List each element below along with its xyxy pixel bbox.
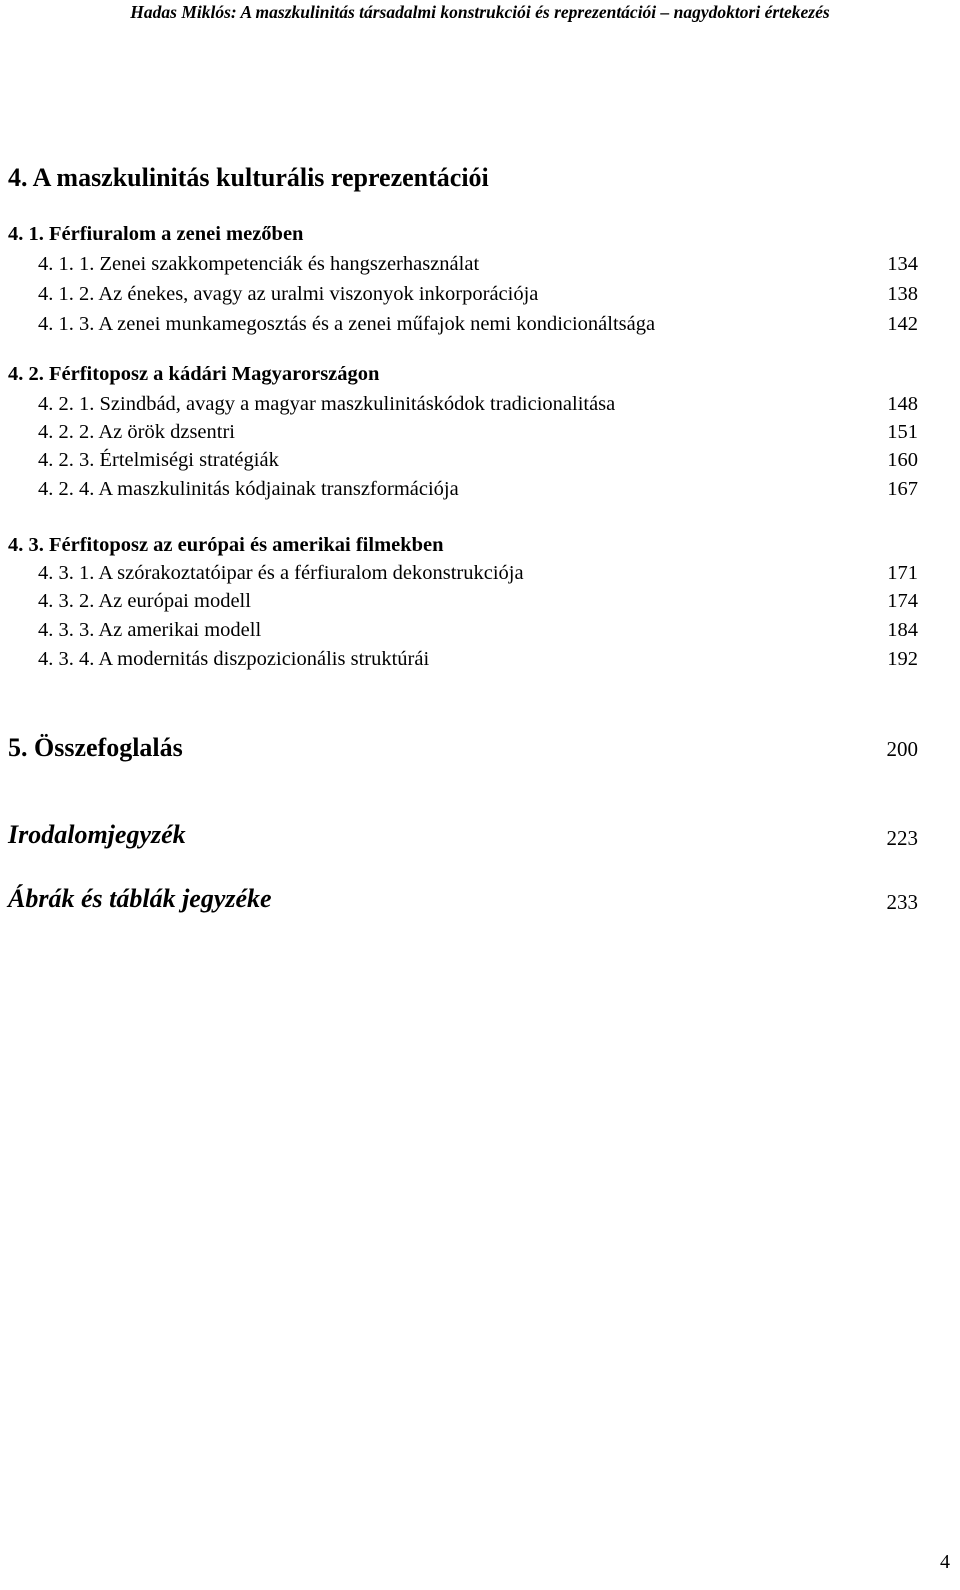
summary-page: 200 — [886, 737, 918, 761]
summary-title: 5. Összefoglalás — [8, 733, 183, 762]
toc-entry-page: 160 — [887, 449, 918, 471]
toc-entry-page: 167 — [887, 478, 918, 500]
toc-entry-text: 4. 3. 3. Az amerikai modell — [38, 619, 262, 641]
toc-entry-text: 4. 2. 1. Szindbád, avagy a magyar maszkulinitáskódok tradicionalitása — [38, 393, 616, 415]
toc-entry-text: 4. 1. 1. Zenei szakkompetenciák és hangszerhasználat — [38, 253, 480, 275]
toc-entry-text: 4. 2. 2. Az örök dzsentri — [38, 421, 235, 443]
toc-entry-text: 4. 3. 1. A szórakoztatóipar és a férfiuralom dekonstrukciója — [38, 562, 524, 584]
bibliography-title: Irodalomjegyzék — [8, 820, 186, 849]
section-title: 4. 3. Férfitoposz az európai és amerikai filmekben — [8, 534, 444, 556]
toc-entry-page: 174 — [887, 590, 918, 612]
running-header: Hadas Miklós: A maszkulinitás társadalmi konstrukciói és reprezentációi – nagydoktori értekezés — [130, 2, 830, 22]
toc-entry-page: 148 — [887, 393, 918, 415]
toc-entry-page: 138 — [887, 283, 918, 305]
bibliography-page: 223 — [886, 826, 918, 850]
toc-entry-text: 4. 3. 4. A modernitás diszpozicionális struktúrái — [38, 648, 430, 670]
chapter-title: 4. A maszkulinitás kulturális reprezentációi — [8, 163, 489, 192]
toc-entry-text: 4. 1. 3. A zenei munkamegosztás és a zenei műfajok nemi kondicionáltsága — [38, 313, 656, 335]
section-title: 4. 1. Férfiuralom a zenei mezőben — [8, 223, 304, 245]
toc-entry-text: 4. 2. 3. Értelmiségi stratégiák — [38, 449, 279, 471]
toc-entry-page: 171 — [887, 562, 918, 584]
toc-entry-page: 192 — [887, 648, 918, 670]
toc-entry-text: 4. 3. 2. Az európai modell — [38, 590, 251, 612]
page-number: 4 — [940, 1551, 950, 1573]
toc-entry-text: 4. 2. 4. A maszkulinitás kódjainak transzformációja — [38, 478, 459, 500]
toc-entry-page: 142 — [887, 313, 918, 335]
toc-entry-page: 151 — [887, 421, 918, 443]
toc-entry-page: 184 — [887, 619, 918, 641]
figures-page: 233 — [886, 890, 918, 914]
toc-entry-text: 4. 1. 2. Az énekes, avagy az uralmi viszonyok inkorporációja — [38, 283, 539, 305]
section-title: 4. 2. Férfitoposz a kádári Magyarországon — [8, 363, 380, 385]
toc-entry-page: 134 — [887, 253, 918, 275]
figures-title: Ábrák és táblák jegyzéke — [8, 884, 272, 913]
